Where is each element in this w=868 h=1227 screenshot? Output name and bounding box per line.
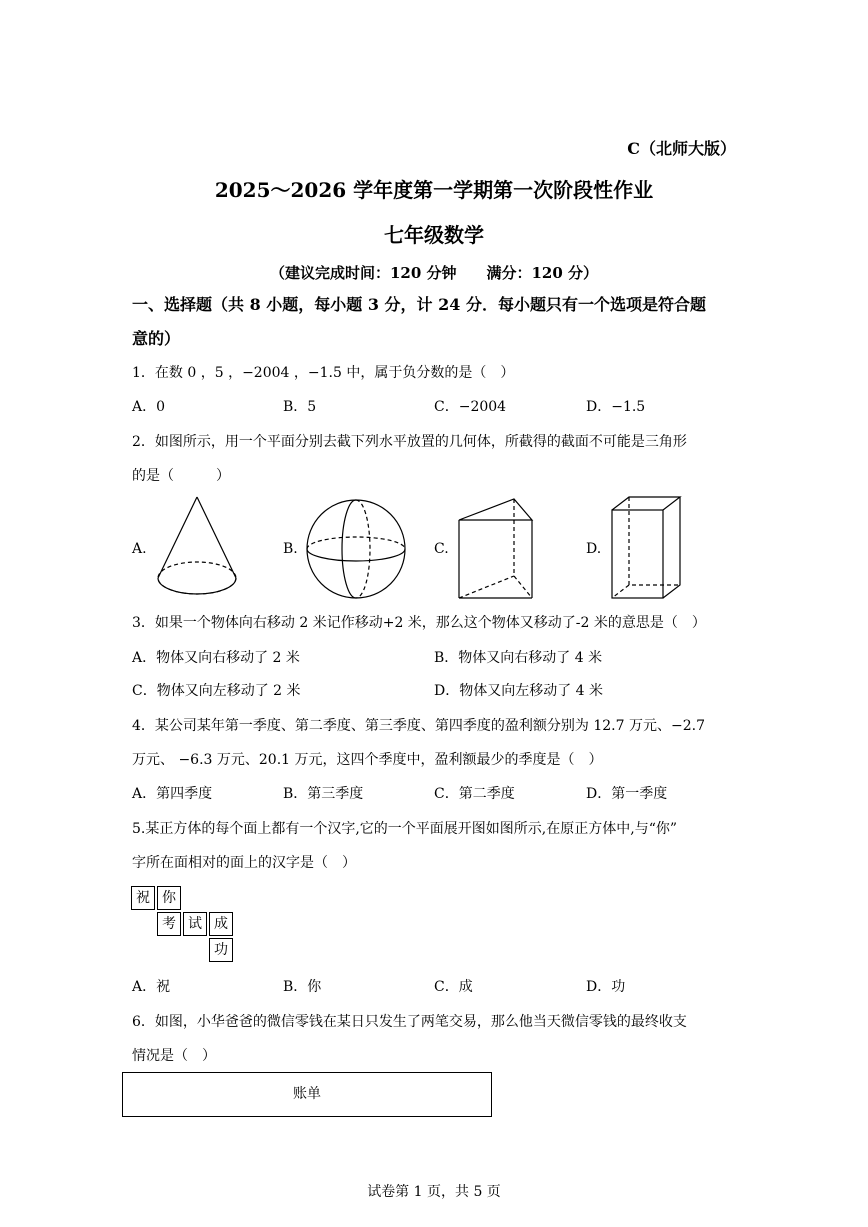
exam-info: （建议完成时间：120 分钟 满分：120 分） [269, 264, 599, 282]
q2-label-c: C. [434, 541, 449, 557]
question-4-stem: 4．某公司某年第一季度、第二季度、第三季度、第四季度的盈利额分别为 12.7 万元、−2.7 [132, 718, 705, 734]
net-cell: 祝 [131, 886, 155, 910]
edition-label: C（北师大版） [627, 139, 736, 158]
q2-label-b: B. [283, 541, 298, 557]
bill-box [122, 1072, 492, 1117]
page-footer: 试卷第 1 页，共 5 页 [367, 1184, 501, 1200]
net-cell: 你 [157, 886, 181, 910]
q4-option-b: B．第三季度 [283, 786, 364, 802]
question-6-stem-cont: 情况是（ ） [132, 1048, 216, 1064]
q1-option-b: B．5 [283, 399, 317, 415]
sphere-icon [305, 498, 407, 600]
q5-option-a: A．祝 [132, 979, 171, 995]
q3-option-a: A．物体又向右移动了 2 米 [132, 650, 300, 666]
q4-option-a: A．第四季度 [132, 786, 213, 802]
net-cell: 考 [157, 912, 181, 936]
q5-option-b: B．你 [283, 979, 322, 995]
question-5-stem: 5.某正方体的每个面上都有一个汉字,它的一个平面展开图如图所示,在原正方体中,与“你” [132, 821, 678, 837]
q3-option-b: B．物体又向右移动了 4 米 [434, 650, 603, 666]
q3-option-d: D．物体又向左移动了 4 米 [434, 683, 604, 699]
question-6-stem: 6．如图，小华爸爸的微信零钱在某日只发生了两笔交易，那么他当天微信零钱的最终收支 [132, 1014, 687, 1030]
q4-option-d: D．第一季度 [586, 786, 668, 802]
q1-option-c: C．−2004 [434, 399, 507, 415]
rectangular-prism-icon [609, 494, 683, 602]
triangular-prism-icon [456, 496, 536, 602]
q2-label-a: A. [132, 541, 147, 557]
section-heading-cont: 意的） [132, 329, 181, 348]
cone-icon [150, 494, 245, 600]
question-2-stem-cont: 的是（ ） [132, 468, 230, 484]
q5-option-c: C．成 [434, 979, 473, 995]
section-heading: 一、选择题（共 8 小题，每小题 3 分，计 24 分．每小题只有一个选项是符合题 [132, 295, 706, 314]
net-cell: 功 [209, 938, 233, 962]
bill-title: 账单 [293, 1086, 321, 1102]
question-5-stem-cont: 字所在面相对的面上的汉字是（ ） [132, 855, 356, 871]
q3-option-c: C．物体又向左移动了 2 米 [132, 683, 301, 699]
q1-option-a: A．0 [132, 399, 166, 415]
q4-option-c: C．第二季度 [434, 786, 515, 802]
question-3-stem: 3．如果一个物体向右移动 2 米记作移动+2 米，那么这个物体又移动了-2 米的意思是（ ） [132, 615, 706, 631]
net-cell: 试 [183, 912, 207, 936]
net-cell: 成 [209, 912, 233, 936]
page-subtitle: 七年级数学 [384, 223, 484, 247]
q1-option-d: D．−1.5 [586, 399, 646, 415]
page-title: 2025～2026 学年度第一学期第一次阶段性作业 [214, 178, 654, 202]
question-2-stem: 2．如图所示，用一个平面分别去截下列水平放置的几何体，所截得的截面不可能是三角形 [132, 434, 687, 450]
q5-option-d: D．功 [586, 979, 626, 995]
q2-label-d: D. [586, 541, 602, 557]
question-4-stem-cont: 万元、 −6.3 万元、20.1 万元，这四个季度中，盈利额最少的季度是（ ） [132, 752, 603, 768]
question-1-stem: 1．在数 0 ，5 ，−2004 ，−1.5 中，属于负分数的是（ ） [132, 365, 515, 381]
